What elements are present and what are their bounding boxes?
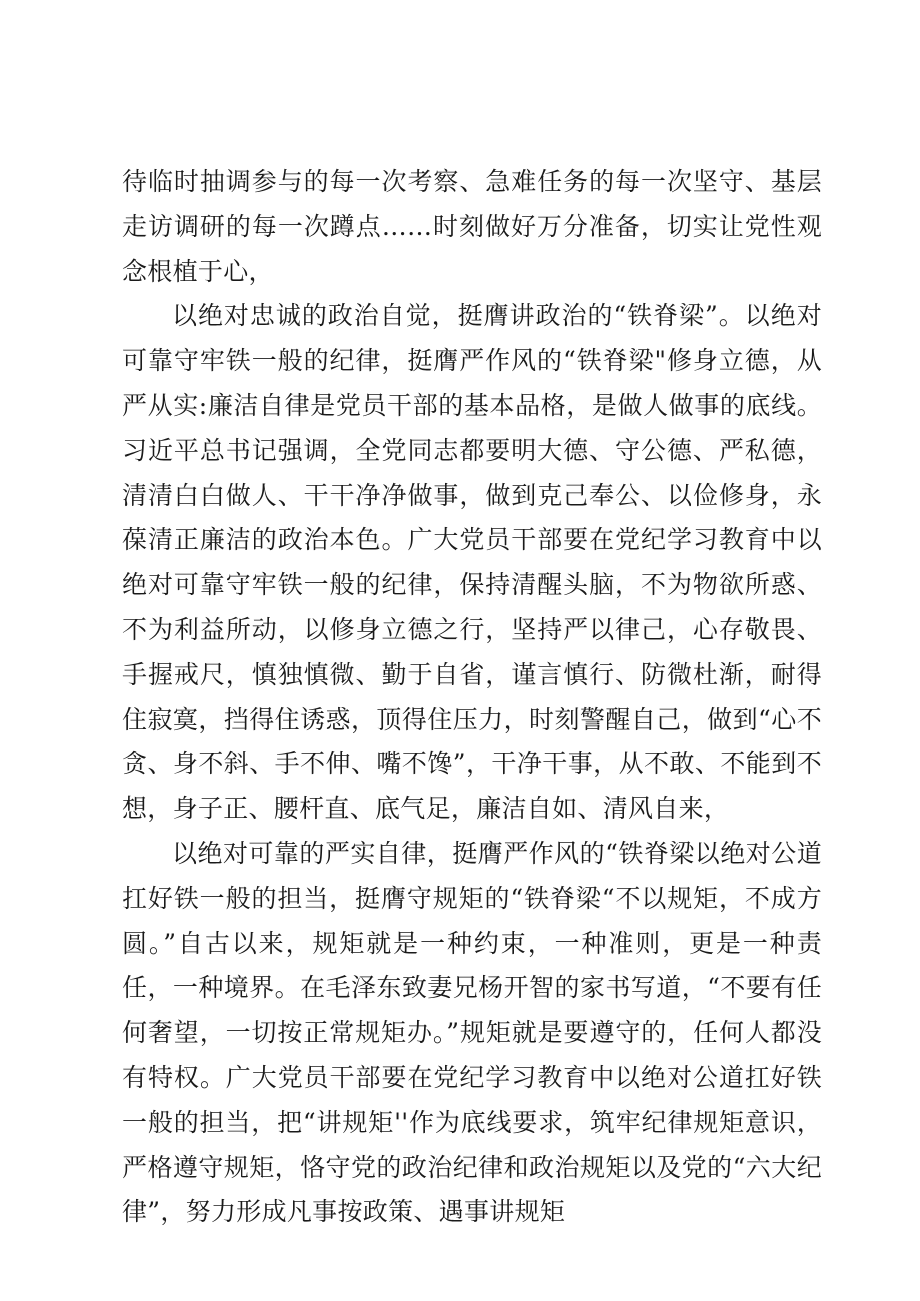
paragraph-1: 待临时抽调参与的每一次考察、急难任务的每一次坚守、基层走访调研的每一次蹲点……时刻做好万分准备，切实让党性观念根植于心， [122, 167, 822, 286]
paragraph-2: 以绝对忠诚的政治自觉，挺膺讲政治的“铁脊梁”。以绝对可靠守牢铁一般的纪律，挺膺严作风的“铁脊梁"修身立德，从严从实:廉洁自律是党员干部的基本品格，是做人做事的底线。习近平总书记强调，全党同志都要明大德、守公德、严私德，清清白白做人、干干净净做事，做到克己奉公、以俭修身，永葆清正廉洁的政治本色。广大党员干部要在党纪学习教育中以绝对可靠守牢铁一般的纪律，保持清醒头脑，不为物欲所惑、不为利益所动，以修身立德之行，坚持严以律己，心存敬畏、手握戒尺，慎独慎微、勤于自省，谨言慎行、防微杜渐，耐得住寂寞，挡得住诱惑，顶得住压力，时刻警醒自己，做到“心不贪、身不斜、手不伸、嘴不馋”，干净干事，从不敢、不能到不想，身子正、腰杆直、底气足，廉洁自如、清风自来， [122, 301, 822, 824]
document-body [122, 160, 822, 1235]
paragraph-3: 以绝对可靠的严实自律，挺膺严作风的“铁脊梁以绝对公道扛好铁一般的担当，挺膺守规矩的“铁脊梁“不以规矩，不成方圆。”自古以来，规矩就是一种约束，一种准则，更是一种责任，一种境界。在毛泽东致妻兄杨开智的家书写道，“不要有任何奢望，一切按正常规矩办。”规矩就是要遵守的，任何人都没有特权。广大党员干部要在党纪学习教育中以绝对公道扛好铁一般的担当，把“讲规矩''作为底线要求，筑牢纪律规矩意识，严格遵守规矩，恪守党的政治纪律和政治规矩以及党的“六大纪律”，努力形成凡事按政策、遇事讲规矩 [122, 838, 822, 1227]
